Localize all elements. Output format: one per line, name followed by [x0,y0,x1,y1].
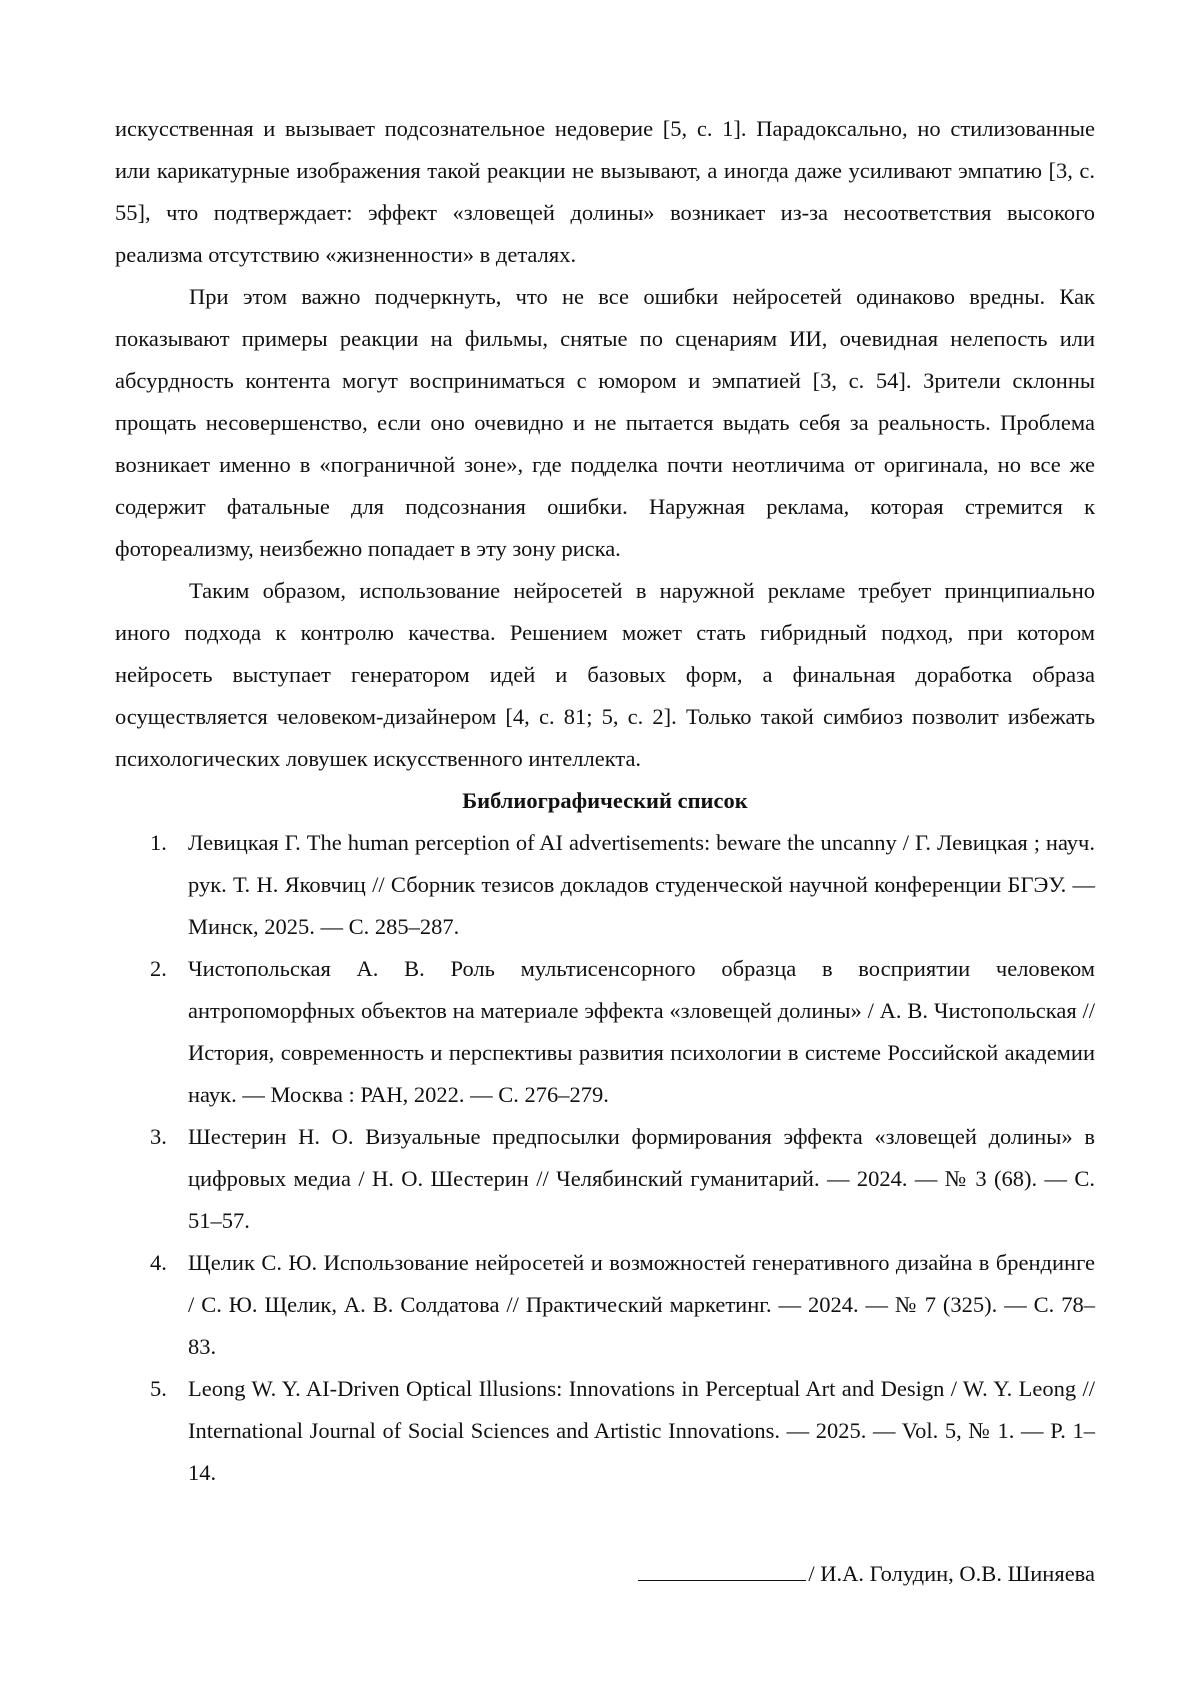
bibliography-title: Библиографический список [462,788,748,813]
bibliography-item-number: 4. [150,1250,167,1275]
signature-authors: / И.А. Голудин, О.В. Шиняева [808,1561,1095,1586]
signature-line [638,1558,806,1581]
bibliography-item [115,1242,1095,1368]
paragraph-errors: При этом важно подчеркнуть, что не все ошибки нейросетей одинаково вредны. Как показывают примеры реакции на фильмы, снятые по сценариям ИИ, очевидная нелепость или абсурдность контента могут восприниматься с юмором и эмпатией [3, с. 54]. Зрители склонны прощать несовершенство, если оно очевидно и не пытается выдать себя за реальность. Проблема возникает именно в «пограничной зоне», где подделка почти неотличима от оригинала, но все же содержит фатальные для подсознания ошибки. Наружная реклама, которая стремится к фотореализму, неизбежно попадает в эту зону риска. [115,284,1095,561]
bibliography-item-text: Левицкая Г. The human perception of AI advertisements: beware the uncanny / Г. Левицкая ; науч. рук. Т. Н. Яковчиц // Сборник тезисов докладов студенческой научной конференции БГЭУ. — Минск, 2025. — С. 285–287. [188,830,1095,939]
bibliography-item-number: 1. [150,830,167,855]
bibliography-item-number: 3. [150,1124,167,1149]
bibliography-item-text: Чистопольская А. В. Роль мультисенсорного образца в восприятии человеком антропоморфных объектов на материале эффекта «зловещей долины» / А. В. Чистопольская // История, современность и перспективы развития психологии в системе Российской академии наук. — Москва : РАН, 2022. — С. 276–279. [188,956,1095,1107]
bibliography-item-text: Leong W. Y. AI-Driven Optical Illusions: Innovations in Perceptual Art and Design / W. Y. Leong // International Journal of Social Sciences and Artistic Innovations. — 2025. — Vol. 5, № 1. — P. 1–14. [188,1376,1095,1485]
paragraph-continuation: искусственная и вызывает подсознательное недоверие [5, с. 1]. Парадоксально, но стилизованные или карикатурные изображения такой реакции не вызывают, а иногда даже усиливают эмпатию [3, с. 55], что подтверждает: эффект «зловещей долины» возникает из-за несоответствия высокого реализма отсутствию «жизненности» в деталях. [115,116,1095,267]
bibliography-item-text: Щелик С. Ю. Использование нейросетей и возможностей генеративного дизайна в брендинге / С. Ю. Щелик, А. В. Солдатова // Практический маркетинг. — 2024. — № 7 (325). — С. 78–83. [188,1250,1095,1359]
document-page [115,108,1095,1494]
bibliography-item-number: 5. [150,1376,167,1401]
paragraph-conclusion: Таким образом, использование нейросетей в наружной рекламе требует принципиально иного подхода к контролю качества. Решением может стать гибридный подход, при котором нейросеть выступает генератором идей и базовых форм, а финальная доработка образа осуществляется человеком-дизайнером [4, с. 81; 5, с. 2]. Только такой симбиоз позволит избежать психологических ловушек искусственного интеллекта. [115,578,1095,771]
bibliography-item [115,948,1095,1116]
bibliography-item-number: 2. [150,956,167,981]
bibliography-item-text: Шестерин Н. О. Визуальные предпосылки формирования эффекта «зловещей долины» в цифровых медиа / Н. О. Шестерин // Челябинский гуманитарий. — 2024. — № 3 (68). — С. 51–57. [188,1124,1095,1233]
bibliography-list [115,822,1095,1494]
bibliography-item [115,1368,1095,1494]
bibliography-item [115,1116,1095,1242]
signature-block [638,1553,1095,1595]
bibliography-item [115,822,1095,948]
